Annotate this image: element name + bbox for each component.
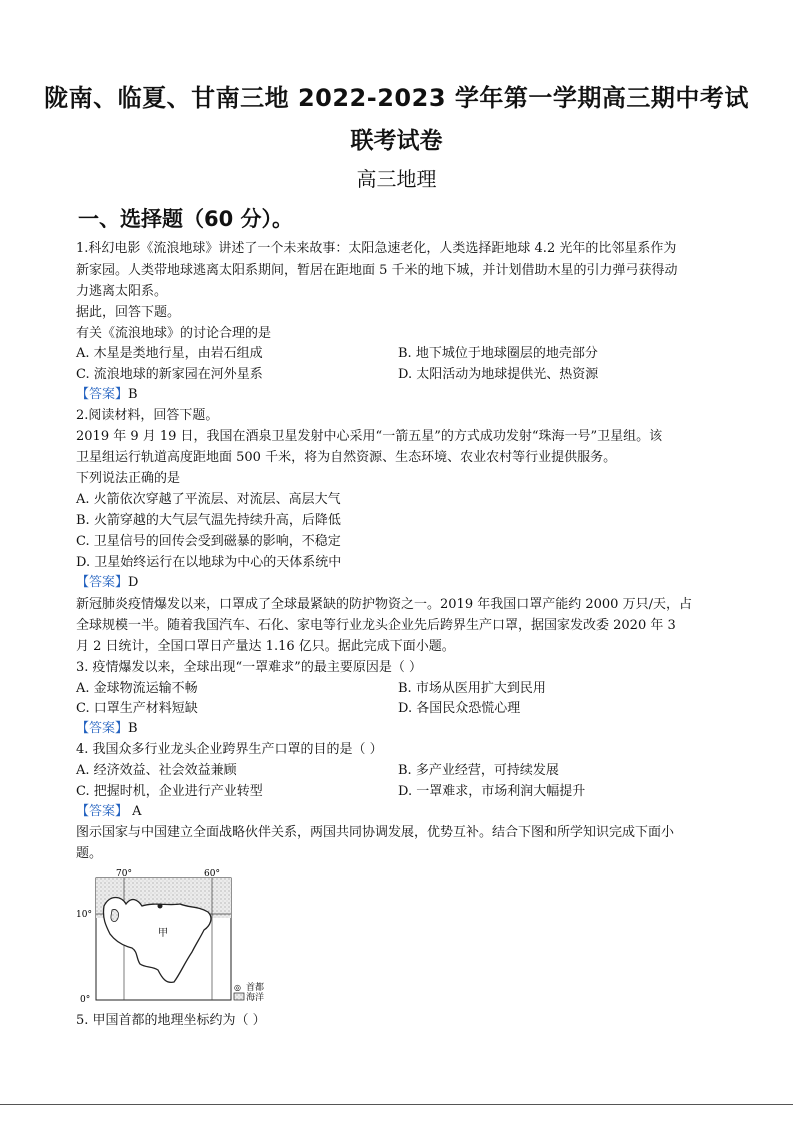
q2-stem-line2: 2019 年 9 月 19 日，我国在酒泉卫星发射中心采用“一箭五星”的方式成功发射“珠海一号”卫星组。该 <box>76 429 663 444</box>
mask-material-line2: 全球规模一半。随着我国汽车、石化、家电等行业龙头企业先后跨界生产口罩，据国家发改委 2020 年 3 <box>76 618 676 633</box>
q4-option-c: C. 把握时机，企业进行产业转型 <box>76 784 263 799</box>
q1-stem-line3: 力逃离太阳系。 <box>76 284 168 299</box>
legend-ocean-swatch <box>234 993 244 1000</box>
q2-answer-label: 【答案】 <box>76 575 129 590</box>
q1-option-d: D. 太阳活动为地球提供光、热资源 <box>398 367 599 382</box>
q3-answer <box>76 720 138 738</box>
q3-answer-value: B <box>128 721 138 736</box>
q3-question: 3. 疫情爆发以来，全球出现“一罩难求”的最主要原因是（ ） <box>76 660 422 675</box>
legend-capital-icon: ◎ <box>234 983 241 992</box>
q4-answer-value: A <box>128 804 142 819</box>
lon-label-70: 70° <box>116 869 132 879</box>
lat-label-10: 10° <box>76 910 92 920</box>
lake-icon <box>111 909 119 921</box>
q5-question: 5. 甲国首都的地理坐标约为（ ） <box>76 1013 266 1028</box>
q1-answer <box>76 386 138 404</box>
q4-answer <box>76 803 142 821</box>
exam-title-line1: 陇南、临夏、甘南三地 2022-2023 学年第一学期高三期中考试 <box>44 84 749 112</box>
q2-stem-line3: 卫星组运行轨道高度距地面 500 千米，将为自然资源、生态环境、农业农村等行业提供服务。 <box>76 450 617 465</box>
q4-question: 4. 我国众多行业龙头企业跨界生产口罩的目的是（ ） <box>76 742 383 757</box>
q4-option-a: A. 经济效益、社会效益兼顾 <box>76 763 237 778</box>
capital-marker-icon <box>158 904 163 909</box>
map-material-line2: 题。 <box>76 846 103 861</box>
q1-answer-label: 【答案】 <box>76 387 129 402</box>
q1-option-a: A. 木星是类地行星，由岩石组成 <box>76 346 263 361</box>
country-map <box>76 866 286 1006</box>
legend-capital-label: 首都 <box>246 983 265 993</box>
q2-option-c: C. 卫星信号的回传会受到磁暴的影响，不稳定 <box>76 534 341 549</box>
q2-option-a: A. 火箭依次穿越了平流层、对流层、高层大气 <box>76 492 341 507</box>
mask-material-line3: 月 2 日统计，全国口罩日产量达 1.16 亿只。据此完成下面小题。 <box>76 639 455 654</box>
q3-option-d: D. 各国民众恐慌心理 <box>398 701 521 716</box>
q1-stem-line1: 1.科幻电影《流浪地球》讲述了一个未来故事：太阳急速老化，人类选择距地球 4.2 光年的比邻星系作为 <box>76 241 677 256</box>
exam-subject: 高三地理 <box>356 167 437 191</box>
q3-option-c: C. 口罩生产材料短缺 <box>76 701 198 716</box>
legend-ocean-label: 海洋 <box>246 993 265 1003</box>
q1-option-b: B. 地下城位于地球圈层的地壳部分 <box>398 346 598 361</box>
q1-stem-line2: 新家园。人类带地球逃离太阳系期间，暂居在距地面 5 千米的地下城，并计划借助木星的引力弹弓获得动 <box>76 263 678 278</box>
q2-stem-line1: 2.阅读材料，回答下题。 <box>76 408 219 423</box>
page-bottom-rule <box>0 1104 793 1105</box>
q1-question: 有关《流浪地球》的讨论合理的是 <box>76 326 272 341</box>
q4-answer-label: 【答案】 <box>76 804 129 819</box>
q4-option-d: D. 一罩难求，市场利润大幅提升 <box>398 784 586 799</box>
q2-answer <box>76 574 138 592</box>
section-heading: 一、选择题（60 分）。 <box>78 207 294 231</box>
q1-instruction: 据此，回答下题。 <box>76 305 181 320</box>
q2-option-b: B. 火箭穿越的大气层气温先持续升高，后降低 <box>76 513 341 528</box>
q2-question: 下列说法正确的是 <box>76 471 181 486</box>
q2-option-d: D. 卫星始终运行在以地球为中心的天体系统中 <box>76 555 342 570</box>
lat-label-0: 0° <box>80 995 91 1005</box>
q3-option-a: A. 金球物流运输不畅 <box>76 681 198 696</box>
exam-title-line2: 联考试卷 <box>350 128 443 154</box>
q2-answer-value: D <box>128 575 139 590</box>
q1-answer-value: B <box>128 387 138 402</box>
q3-option-b: B. 市场从医用扩大到民用 <box>398 681 546 696</box>
country-label-jia: 甲 <box>158 928 168 939</box>
q1-option-c: C. 流浪地球的新家园在河外星系 <box>76 367 263 382</box>
lon-label-60: 60° <box>204 869 220 879</box>
map-material-line1: 图示国家与中国建立全面战略伙伴关系，两国共同协调发展，优势互补。结合下图和所学知识完成下面小 <box>76 825 675 840</box>
mask-material-line1: 新冠肺炎疫情爆发以来，口罩成了全球最紧缺的防护物资之一。2019 年我国口罩产能约 2000 万只/天，占 <box>76 597 692 612</box>
q3-answer-label: 【答案】 <box>76 721 129 736</box>
q4-option-b: B. 多产业经营，可持续发展 <box>398 763 559 778</box>
